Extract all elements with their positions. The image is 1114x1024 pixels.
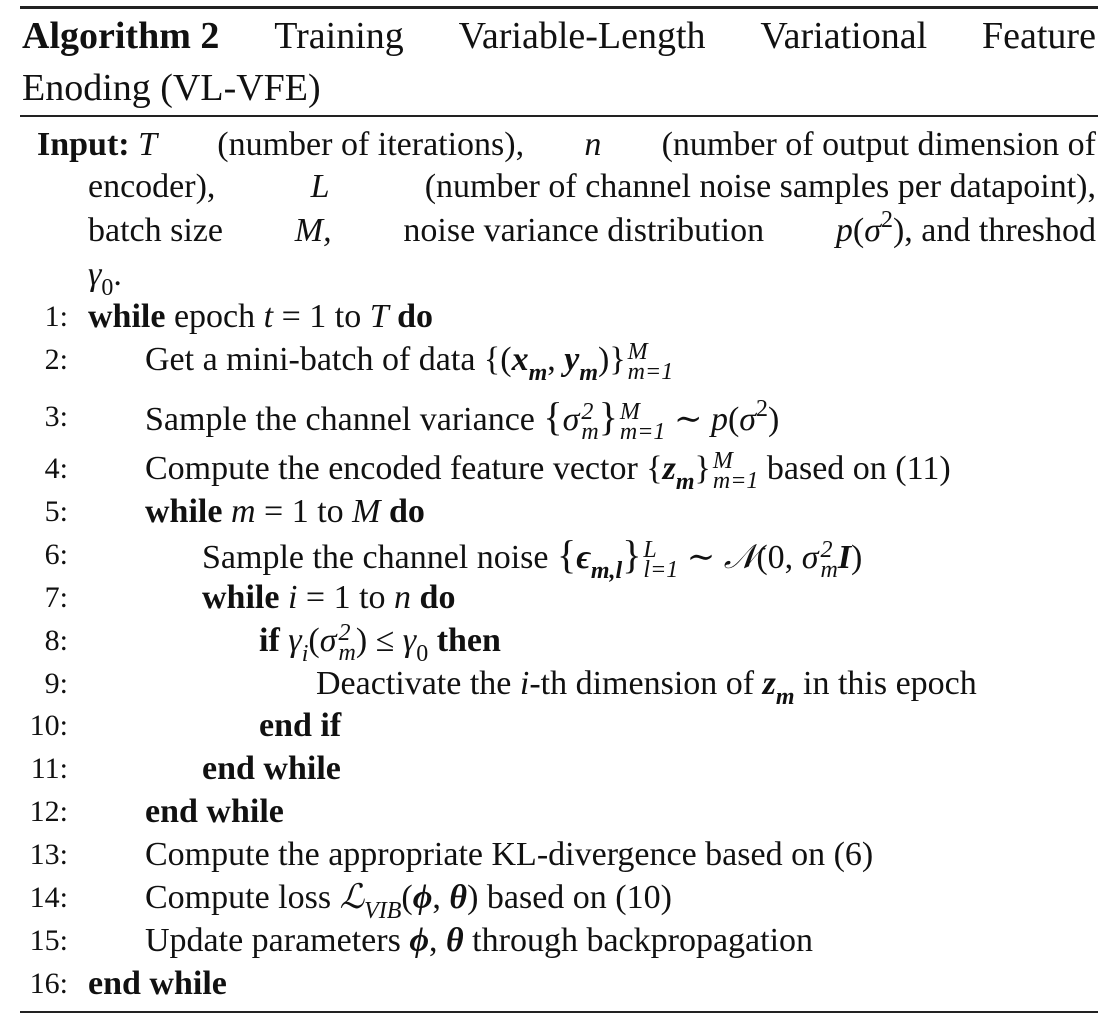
var-T: T [138, 126, 158, 163]
step-text: -th dimension of [529, 665, 755, 702]
line-number: 2: [44, 343, 68, 376]
step-text: Get a mini-batch of data [145, 341, 476, 378]
var-L: L [310, 168, 330, 205]
title-word: Feature [982, 15, 1096, 57]
step-text: epoch [173, 298, 256, 335]
var-M: M, [294, 212, 332, 249]
keyword: if [259, 622, 280, 659]
step-11: end while [202, 750, 341, 787]
keyword: do [419, 579, 456, 616]
keyword: then [436, 622, 501, 659]
step-14: Compute loss ℒ$_{VIB}$(ϕ, θ) based on (10) [145, 879, 672, 924]
line-number: 9: [44, 667, 68, 700]
input-text: (number of iterations), [217, 126, 525, 163]
line-number: 5: [44, 495, 68, 528]
step-8: if $\gamma_i(\sigma$ 2 m ) ≤ $\gamma_0$ then [259, 620, 501, 667]
step-4: Compute the encoded feature vector $\{z_m\}$ M m=1 based on (11) [145, 448, 951, 495]
line-number: 14: [29, 881, 68, 914]
step-9: Deactivate the i-th dimension of $z_m$ in this epoch [316, 665, 977, 710]
input-line1 [37, 124, 1096, 166]
step-1: while epoch t = 1 to T do [88, 298, 434, 335]
line-number: 1: [44, 300, 68, 333]
step-3: Sample the channel variance {σ 2 m } M m=1 ∼ $p(\sigma^2)$ [145, 394, 780, 446]
keyword: while [88, 298, 166, 335]
line-number: 8: [44, 624, 68, 657]
keyword: do [397, 298, 434, 335]
input-text: (number of output dimension of [661, 126, 1096, 163]
input-text: (number of channel noise samples per datapoint), [424, 168, 1096, 205]
top-rule [20, 6, 1098, 9]
title-word: Variable-Length [458, 15, 706, 57]
step-7: while i = 1 to n do [202, 579, 456, 616]
keyword: while [145, 493, 223, 530]
var-n: n [584, 126, 602, 163]
middle-rule [20, 115, 1098, 117]
step-text: based on (11) [766, 450, 951, 487]
step-text: Deactivate the [316, 665, 512, 702]
algorithm-number: Algorithm 2 [22, 15, 220, 57]
line-number: 10: [29, 709, 68, 742]
line-number: 4: [44, 452, 68, 485]
step-text: Compute the encoded feature vector [145, 450, 638, 487]
title-word: Training [274, 15, 404, 57]
step-text: Compute loss [145, 879, 332, 916]
step-10: end if [259, 707, 342, 744]
keyword: while [202, 579, 280, 616]
step-16: end while [88, 965, 227, 1002]
line-number: 16: [29, 967, 68, 1000]
step-text: based on (10) [486, 879, 672, 916]
step-text: in this epoch [803, 665, 977, 702]
input-text: batch size [88, 212, 223, 249]
var-gamma: γ [88, 256, 102, 293]
input-line2 [88, 166, 1096, 208]
step-12: end while [145, 793, 284, 830]
line-number: 6: [44, 538, 68, 571]
line-number: 15: [29, 924, 68, 957]
step-2: Get a mini-batch of data {($x_m$, $y_m$)} M m=1 [145, 339, 674, 386]
algorithm-title-line1 [22, 14, 1096, 58]
math-p-sigma: $p(\sigma^2)$, and threshod [835, 207, 1096, 249]
step-text: Update parameters [145, 922, 401, 959]
step-13: Compute the appropriate KL-divergence based on (6) [145, 836, 874, 873]
line-number: 7: [44, 581, 68, 614]
step-text: through backpropagation [472, 922, 814, 959]
line-number: 11: [30, 752, 68, 785]
keyword: do [388, 493, 425, 530]
input-text: encoder), [88, 168, 216, 205]
title-word: Variational [760, 15, 928, 57]
step-5: while m = 1 to M do [145, 493, 425, 530]
step-text: Sample the channel noise [202, 539, 549, 576]
step-15: Update parameters ϕ, θ through backpropagation [145, 922, 814, 959]
input-label: Input: [37, 126, 130, 163]
input-line4: $\gamma_0$. [88, 256, 122, 301]
input-text: , and threshod [904, 212, 1096, 249]
bottom-rule [20, 1011, 1098, 1013]
algorithm-title-line2: Enoding (VL-VFE) [22, 67, 321, 109]
line-number: 3: [44, 400, 68, 433]
line-number: 12: [29, 795, 68, 828]
input-text: noise variance distribution [403, 212, 765, 249]
line-number: 13: [29, 838, 68, 871]
step-6: Sample the channel noise $\{\epsilon_{m,l}\}$ L l=1 ∼ 𝒩(0, σ 2 m I) [202, 532, 863, 584]
input-line3 [88, 207, 1096, 255]
step-text: Sample the channel variance [145, 401, 535, 438]
